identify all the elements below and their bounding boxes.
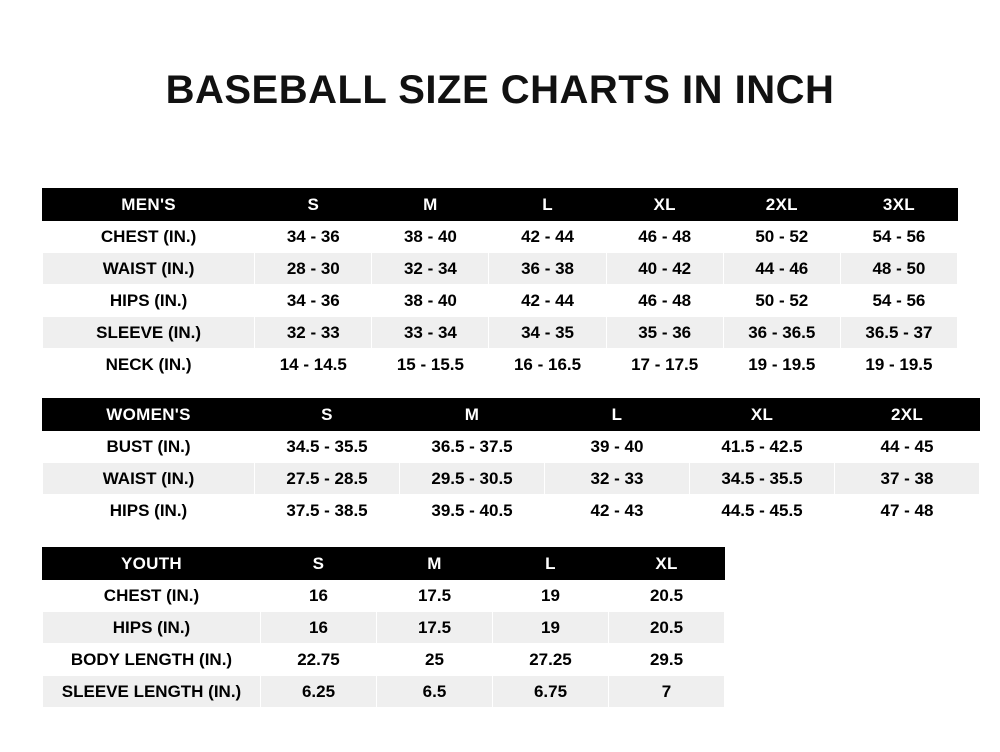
womens-row-label: WAIST (IN.) (43, 463, 255, 495)
youth-size-header-l: L (493, 548, 609, 580)
mens-cell: 14 - 14.5 (255, 349, 372, 381)
youth-cell: 20.5 (609, 580, 725, 612)
mens-cell: 46 - 48 (606, 285, 723, 317)
youth-cell: 19 (493, 612, 609, 644)
mens-size-header-xl: XL (606, 189, 723, 221)
womens-cell: 42 - 43 (545, 495, 690, 527)
youth-category-header: YOUTH (43, 548, 261, 580)
youth-row-label: SLEEVE LENGTH (IN.) (43, 676, 261, 708)
mens-cell: 38 - 40 (372, 221, 489, 253)
mens-size-header-2xl: 2XL (723, 189, 840, 221)
womens-size-header-2xl: 2XL (835, 399, 980, 431)
mens-cell: 35 - 36 (606, 317, 723, 349)
mens-row-label: NECK (IN.) (43, 349, 255, 381)
womens-cell: 32 - 33 (545, 463, 690, 495)
womens-cell: 27.5 - 28.5 (255, 463, 400, 495)
womens-cell: 47 - 48 (835, 495, 980, 527)
mens-cell: 46 - 48 (606, 221, 723, 253)
youth-row-label: BODY LENGTH (IN.) (43, 644, 261, 676)
youth-cell: 6.75 (493, 676, 609, 708)
youth-size-header-xl: XL (609, 548, 725, 580)
mens-cell: 38 - 40 (372, 285, 489, 317)
mens-cell: 48 - 50 (840, 253, 957, 285)
womens-row-label: BUST (IN.) (43, 431, 255, 463)
table-row (43, 349, 958, 381)
mens-cell: 36 - 36.5 (723, 317, 840, 349)
mens-cell: 17 - 17.5 (606, 349, 723, 381)
mens-header-row (43, 189, 958, 221)
mens-cell: 44 - 46 (723, 253, 840, 285)
womens-cell: 39.5 - 40.5 (400, 495, 545, 527)
youth-cell: 17.5 (377, 612, 493, 644)
mens-cell: 28 - 30 (255, 253, 372, 285)
mens-row-label: SLEEVE (IN.) (43, 317, 255, 349)
womens-cell: 44 - 45 (835, 431, 980, 463)
womens-cell: 34.5 - 35.5 (255, 431, 400, 463)
mens-cell: 19 - 19.5 (840, 349, 957, 381)
youth-cell: 25 (377, 644, 493, 676)
mens-cell: 34 - 36 (255, 221, 372, 253)
mens-size-header-s: S (255, 189, 372, 221)
table-row (43, 431, 980, 463)
mens-cell: 42 - 44 (489, 285, 606, 317)
womens-cell: 37 - 38 (835, 463, 980, 495)
mens-cell: 34 - 36 (255, 285, 372, 317)
womens-cell: 37.5 - 38.5 (255, 495, 400, 527)
womens-size-chart (42, 398, 980, 527)
table-row (43, 253, 958, 285)
mens-cell: 36.5 - 37 (840, 317, 957, 349)
youth-size-header-s: S (261, 548, 377, 580)
table-row (43, 285, 958, 317)
mens-cell: 50 - 52 (723, 285, 840, 317)
youth-size-chart (42, 547, 725, 708)
mens-cell: 40 - 42 (606, 253, 723, 285)
youth-row-label: CHEST (IN.) (43, 580, 261, 612)
mens-cell: 32 - 34 (372, 253, 489, 285)
youth-cell: 29.5 (609, 644, 725, 676)
womens-category-header: WOMEN'S (43, 399, 255, 431)
mens-size-header-m: M (372, 189, 489, 221)
table-row (43, 676, 725, 708)
table-row (43, 221, 958, 253)
mens-size-header-l: L (489, 189, 606, 221)
mens-cell: 54 - 56 (840, 221, 957, 253)
womens-cell: 41.5 - 42.5 (690, 431, 835, 463)
youth-cell: 6.5 (377, 676, 493, 708)
youth-cell: 7 (609, 676, 725, 708)
mens-cell: 15 - 15.5 (372, 349, 489, 381)
mens-cell: 19 - 19.5 (723, 349, 840, 381)
mens-cell: 54 - 56 (840, 285, 957, 317)
youth-cell: 6.25 (261, 676, 377, 708)
womens-cell: 36.5 - 37.5 (400, 431, 545, 463)
youth-cell: 16 (261, 580, 377, 612)
youth-cell: 27.25 (493, 644, 609, 676)
mens-row-label: HIPS (IN.) (43, 285, 255, 317)
mens-cell: 32 - 33 (255, 317, 372, 349)
youth-row-label: HIPS (IN.) (43, 612, 261, 644)
youth-cell: 19 (493, 580, 609, 612)
mens-cell: 34 - 35 (489, 317, 606, 349)
mens-row-label: CHEST (IN.) (43, 221, 255, 253)
womens-size-header-m: M (400, 399, 545, 431)
youth-cell: 17.5 (377, 580, 493, 612)
womens-row-label: HIPS (IN.) (43, 495, 255, 527)
womens-cell: 39 - 40 (545, 431, 690, 463)
table-row (43, 317, 958, 349)
mens-cell: 36 - 38 (489, 253, 606, 285)
youth-cell: 16 (261, 612, 377, 644)
youth-cell: 22.75 (261, 644, 377, 676)
womens-cell: 34.5 - 35.5 (690, 463, 835, 495)
youth-size-header-m: M (377, 548, 493, 580)
page-title: BASEBALL SIZE CHARTS IN INCH (165, 68, 835, 112)
table-row (43, 580, 725, 612)
womens-header-row (43, 399, 980, 431)
mens-cell: 50 - 52 (723, 221, 840, 253)
mens-cell: 42 - 44 (489, 221, 606, 253)
table-row (43, 612, 725, 644)
youth-header-row (43, 548, 725, 580)
youth-cell: 20.5 (609, 612, 725, 644)
table-row (43, 495, 980, 527)
womens-size-header-l: L (545, 399, 690, 431)
table-row (43, 644, 725, 676)
mens-category-header: MEN'S (43, 189, 255, 221)
mens-size-chart (42, 188, 958, 381)
mens-cell: 33 - 34 (372, 317, 489, 349)
womens-size-header-s: S (255, 399, 400, 431)
womens-size-header-xl: XL (690, 399, 835, 431)
table-row (43, 463, 980, 495)
mens-cell: 16 - 16.5 (489, 349, 606, 381)
mens-row-label: WAIST (IN.) (43, 253, 255, 285)
womens-cell: 29.5 - 30.5 (400, 463, 545, 495)
mens-size-header-3xl: 3XL (840, 189, 957, 221)
womens-cell: 44.5 - 45.5 (690, 495, 835, 527)
